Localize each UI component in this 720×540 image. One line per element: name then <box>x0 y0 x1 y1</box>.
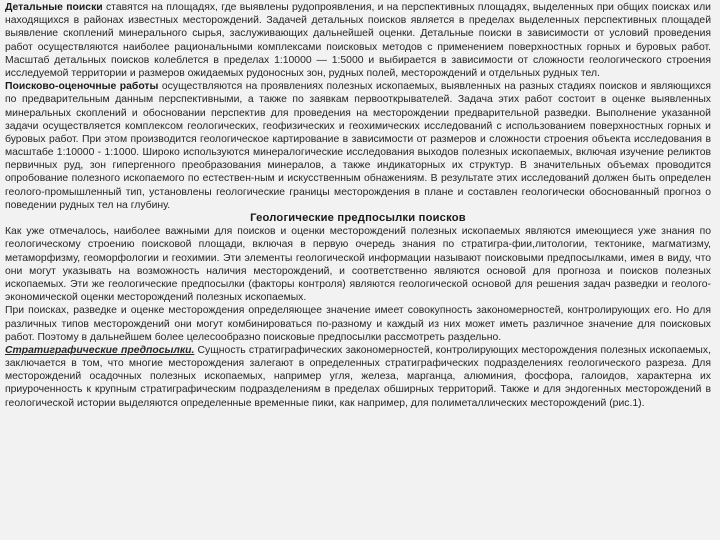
term-stratigraphic-premises: Стратиграфические предпосылки. <box>5 344 195 356</box>
term-detailed-searches: Детальные поиски <box>5 2 103 13</box>
paragraph-stratigraphic <box>5 344 711 410</box>
text-stratigraphic: Сущность стратиграфических закономерностей, контролирующих месторождения полезных ископаемых, заключается в том, что многие месторождения залегают в определенных стратиграфических подразделениях геологического разреза. Для месторождений осадочных полезных ископаемых, например угля, железа, марганца, алюминия, фосфора, галоидов, характерна их приуроченность к крупным стратиграфическим подразделениям в пределах обширных территорий. Также и для эндогенных месторождений в геологической истории выделяются определенные временные пики, как например, для полиметаллических месторождений (рис.1). <box>5 344 711 409</box>
term-evaluation-works: Поисково-оценочные работы <box>5 81 159 93</box>
document-body <box>5 1 711 410</box>
text-evaluation-works: осуществляются на проявлениях полезных ископаемых, выявленных на разных стадиях поисков и являющихся по предварительным данным перспективными, а также по заявкам первооткрывателей. Задача этих работ состоит в оценке выявленных минеральных скоплений и обосновании перспектив для проведения на месторождении предварительной разведки. Выполнение указанной задачи осуществляется комплексом геологических, геофизических и геохимических исследований с использованием поверхностных горных и буровых работ. При этом производится геологическое картирование в зависимости от размеров и сложности строения объекта исследования в масштабе 1:10000 - 1:1000. Широко используются минералогические исследования выходов полезных ископаемых, включая изучение реликтов первичных руд, зон гипергенного преобразования минералов, а также индикаторных их структур. В значительных объемах проводится опробование полезного ископаемого по естествен-ным и искусственным обнажениям. В результате этих исследований должен быть определен геолого-промышленный тип, установлены геологические границы месторождения в плане и составлен геологически обоснованный прогноз о поведении рудных тел на глубину. <box>5 81 711 211</box>
paragraph-detailed-searches <box>5 1 711 80</box>
section-heading: Геологические предпосылки поисков <box>250 212 466 224</box>
paragraph-evaluation-works <box>5 80 711 212</box>
paragraph-premises-combination: При поисках, разведке и оценке месторождения определяющее значение имеет совокупность закономерностей, контролирующих его. Но для различных типов месторождений они могут комбинироваться по-разному и каждый из них может иметь различное значение для поисковых работ. Поэтому в дальнейшем более целесообразно поисковые предпосылки рассмотреть раздельно. <box>5 305 711 343</box>
paragraph-premises-intro: Как уже отмечалось, наиболее важными для поисков и оценки месторождений полезных ископаемых являются имеющиеся уже знания по геологическому строению поисковой площади, включая в первую очередь знания по стратигра-фии,литологии, тектонике, магматизму, метаморфизму, геоморфологии и геохимии. Эти элементы геологической информации называют поисковыми предпосылками, имея в виду, что они могут указывать на возможность наличия месторождений, и соответственно являются основой для прогноза и поисков полезных ископаемых. Эти же геологические предпосылки (факторы контроля) являются геологической основой для решения задач разведки и геолого-экономической оценки месторождений полезных ископаемых. <box>5 226 711 304</box>
text-detailed-searches: ставятся на площадях, где выявлены рудопроявления, и на перспективных площадях, выделенных при общих поисках или находящихся в районах известных месторождений. Задачей детальных поисков является в пределах выделенных перспективных площадей выявление скоплений минерального сырья, заслуживающих дальнейшей оценки. Детальные поиски в зависимости от условий проведения работ осуществляются наиболее рациональными комплексами поисковых методов с применением поверхностных горных и буровых работ. Масштаб детальных поисков колеблется в пределах 1:10000 — 1:5000 и выбирается в зависимости от сложности геологического строения исследуемой территории и размеров ожидаемых рудоносных зон, рудных полей, месторождений и отдельных рудных тел. <box>5 2 711 79</box>
